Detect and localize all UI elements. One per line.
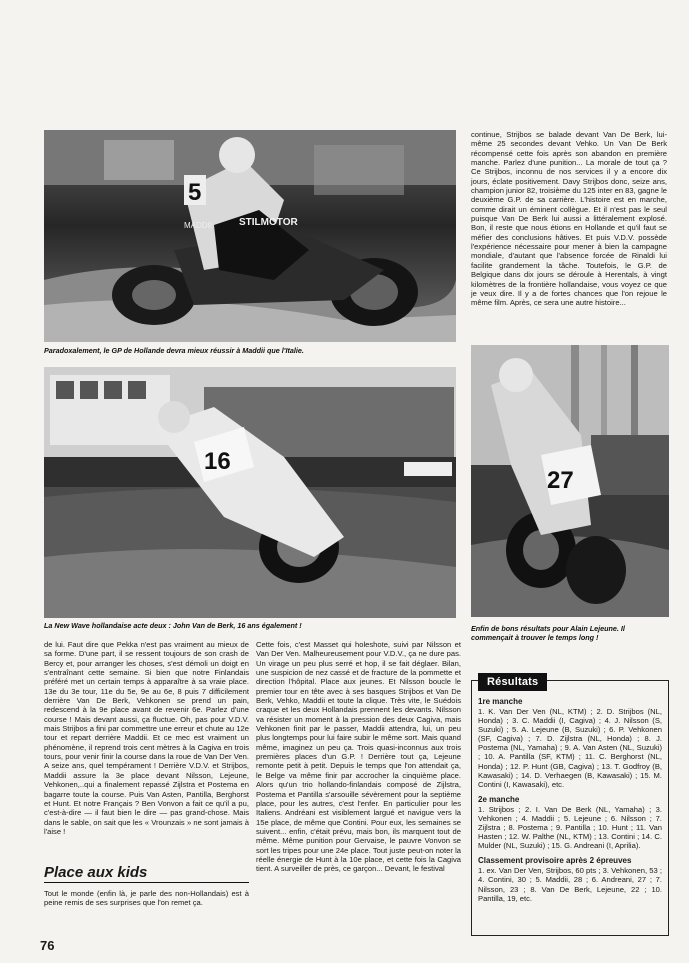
section-heading: Place aux kids: [44, 864, 249, 883]
results-content: [478, 697, 662, 909]
bib-number-right: 27: [547, 467, 574, 494]
article-text-col2: Cette fois, c'est Masset qui holeshote, suivi par Nilsson et Van Der Ven. Malheureusement pour V.D.V., ça ne dure pas. Un virage un peu plus serré et hop, il se fait déglaer. Bilan, une suspicion de nez cassé et de fracture de la pommette et direction l'hôpital. Place aux jeunes. Et Nilsson boucle le premier tour en tête avec à ses basques Strijbos et Van De Berk, Vehko, Maddii et toute la clique. Très vite, le Suédois craque et les deux Hollandais prennent les devants. Nilsson va résister un moment à la pression des deux Cagiva, mais Vehkonen finit par le passer, Maddii attendra, lui, un peu plus longtemps pour lui faire subir le même sort. Mais quand même, imaginez un peu ça. Trois quasi-inconnus aux trois premières places d'un G.P. ! Derrière tout ça, Lejeune remonte petit à petit. Depuis le temps que l'on attendait ça, le Belge va même finir par accrocher la cinquième place. Alors qu'un trio hollando-finlandais composé de Zijlstra, Postema et Pantilla s'arsouille sévèrement pour la septième place, pour les autres, c'est l'enfer. En particulier pour les Italiens. Andréani est visiblement largué et navigue vers la 15e place, de même que Contini. Pour eux, les semaines se suivent... enfin, c'était prévu, mais bon, ils marquent tout de même. Même punition pour Gervaise, le pauvre Vonvon se sort les tripes pour une 24e place. Tout juste peut-on noter la réelle énergie de Hunt à la 10e place, et cette fois la Cagiva tient. A surveiller de près, ce garçon... Devant, le festival: [256, 640, 461, 874]
results-title: Résultats: [478, 673, 547, 691]
photo-rider-16: [44, 367, 456, 618]
caption-top-photo: Paradoxalement, le GP de Hollande devra mieux réussir à Maddii que l'Italie.: [44, 346, 304, 355]
photo-rider-27: [471, 345, 669, 617]
article-column-1-bottom: [44, 889, 249, 908]
page-number: 76: [40, 938, 55, 953]
caption-right-photo: Enfin de bons résultats pour Alain Lejeune. Il commençait à trouver le temps long !: [471, 624, 625, 642]
results-heading-1: 1re manche: [478, 697, 523, 706]
results-text-3: 1. ex. Van Der Ven, Strijbos, 60 pts ; 3. Vehkonen, 53 ; 4. Contini, 30 ; 5. Maddii, 28 ; 6. Andreani, 27 ; 7. Nilsson, 23 ; 8. Van De Berk, Lejeune, 22 ; 10. Pantilla, 19, etc.: [478, 866, 662, 903]
article-column-2: [256, 640, 461, 874]
results-box: [471, 680, 669, 936]
article-text-col1: de lui. Faut dire que Pekka n'est pas vraiment au mieux de sa forme. D'une part, il se ressent toujours de son crash de Bercy et, pour arranger les choses, s'est démoli un doigt en s'entraînant cette semaine. Si bien que notre Finlandais préféré met un certain temps à apparaître à sa vraie place. 13e du 3e tour, 11e du 5e, 9e au 6e, 8 puis 7 difficilement derrière Van De Berk, Vehkonen se prend un pain, redescend à la 9e place avant de revenir 6e. Parlez d'une course ! Mais devant aussi, ça fluctue. Oh, pas pour V.D.V. mais Strijbos a fini par commettre une erreur et chute au 12e tour et repart derrière Maddii. Et ce mec est vraiment un phénomène, il reprend trois cent mètres à la Cagiva en trois tours, pour venir finir la course dans la roue de Van Der Ven. A seize ans, quel tempérament ! Derrière V.D.V. et Strijbos, Maddii assure la 3e place devant Nilsson, Lejeune, Vehkonen,..qui a finalement repassé Zijlstra et Postema en bagarre toute la course. Puis Van Asten, Pantilla, Berghorst et Hunt. Et notre Français ? Ben Vonvon a fait ce qu'il a pu, c'est-à-dire — il faut bien le dire — pas grand-chose. Mais dans le sable, on sait que les « Vrounzais » ne sont jamais à l'aise !: [44, 640, 249, 836]
bib-number-mid: 16: [204, 448, 231, 475]
caption-mid-photo: La New Wave hollandaise acte deux : John Van de Berk, 16 ans également !: [44, 621, 302, 630]
article-column-right-top: [471, 130, 667, 308]
article-text-right-top: continue, Strijbos se balade devant Van De Berk, lui-même 25 secondes devant Vehko. Un Van De Berk récompensé cette fois après son abandon en première manche. Parlez d'une punition... La morale de tout ça ? Ce Strijbos, inconnu de nos services il y a encore dix jours, éclate positivement. Davy Strijbos donc, seize ans, champion junior 82, troisième du 125 inter en 83, gagne le deuxième G.P. de sa carrière. L'histoire est en marche, comme dirait un éminent collègue. Et il n'est pas le seul puisque Van De Berk lui aussi a littéralement explosé. Bon, il reste que nous étions en Hollande et qu'il faut se méfier des conclusions hâtives. Et puis V.D.V. possède l'expérience nécessaire pour mener à bien la campagne mondiale, d'autant que l'absence forcée de Rinaldi lui facilite grandement la tâche. Toutefois, le G.P. de Belgique dans dix jours se déroule à Herentals, à vingt kilomètres de la frontière hollandaise, vous voyez ce que je veux dire. Il y a de fortes chances que l'on rejoue le même film. Après, ce sera une autre histoire...: [471, 130, 667, 308]
results-heading-2: 2e manche: [478, 794, 520, 804]
brand-text-top: STILMOTOR: [239, 217, 298, 228]
article-column-1: [44, 640, 249, 836]
results-heading-3: Classement provisoire après 2 épreuves: [478, 856, 632, 866]
sponsor-text-top: MADDII: [184, 221, 212, 230]
photo-rider-5: [44, 130, 456, 342]
bib-number-top: 5: [188, 179, 202, 206]
results-text-2: 1. Strijbos ; 2. I. Van De Berk (NL, Yamaha) ; 3. Vehkonen ; 4. Maddii ; 5. Lejeune ; 6. Nilsson ; 7. Zijlstra ; 8. Postema ; 9. Pantilla ; 10. Hunt ; 11. Van Hasten ; 12. W. Palthe (NL, KTM) ; 13. Contini ; 14. C. Mulder (NL, Suzuki) ; 15. G. Andreani (I, Aprilia).: [478, 804, 662, 851]
article-text-col1-bottom: Tout le monde (enfin là, je parle des non-Hollandais) est à peine remis de ses surprises que l'on remet ça.: [44, 889, 249, 908]
results-text-1: 1. K. Van Der Ven (NL, KTM) ; 2. D. Strijbos (NL, Honda) ; 3. C. Maddii (I, Cagiva) ; 4. J. Nilsson (S, Suzuki) ; 5. A. Lejeune (B, Suzuki) ; 6. P. Vehkonen (SF, Cagiva) ; 7. D. Zijlstra (NL, Honda) ; 8. J. Postema (NL, Yamaha) ; 9. A. Van Asten (NL, Suzuki) ; 10. A. Pantilla (SF, KTM) ; 11. C. Berghorst (NL, Honda) ; 12. P. Hunt (GB, Cagiva) ; 13. T. Godfroy (B, Kawasaki) ; 14. D. Verhaegen (B, Kawasaki) ; 15. M. Contini (I, Kawasaki), etc.: [478, 707, 662, 789]
